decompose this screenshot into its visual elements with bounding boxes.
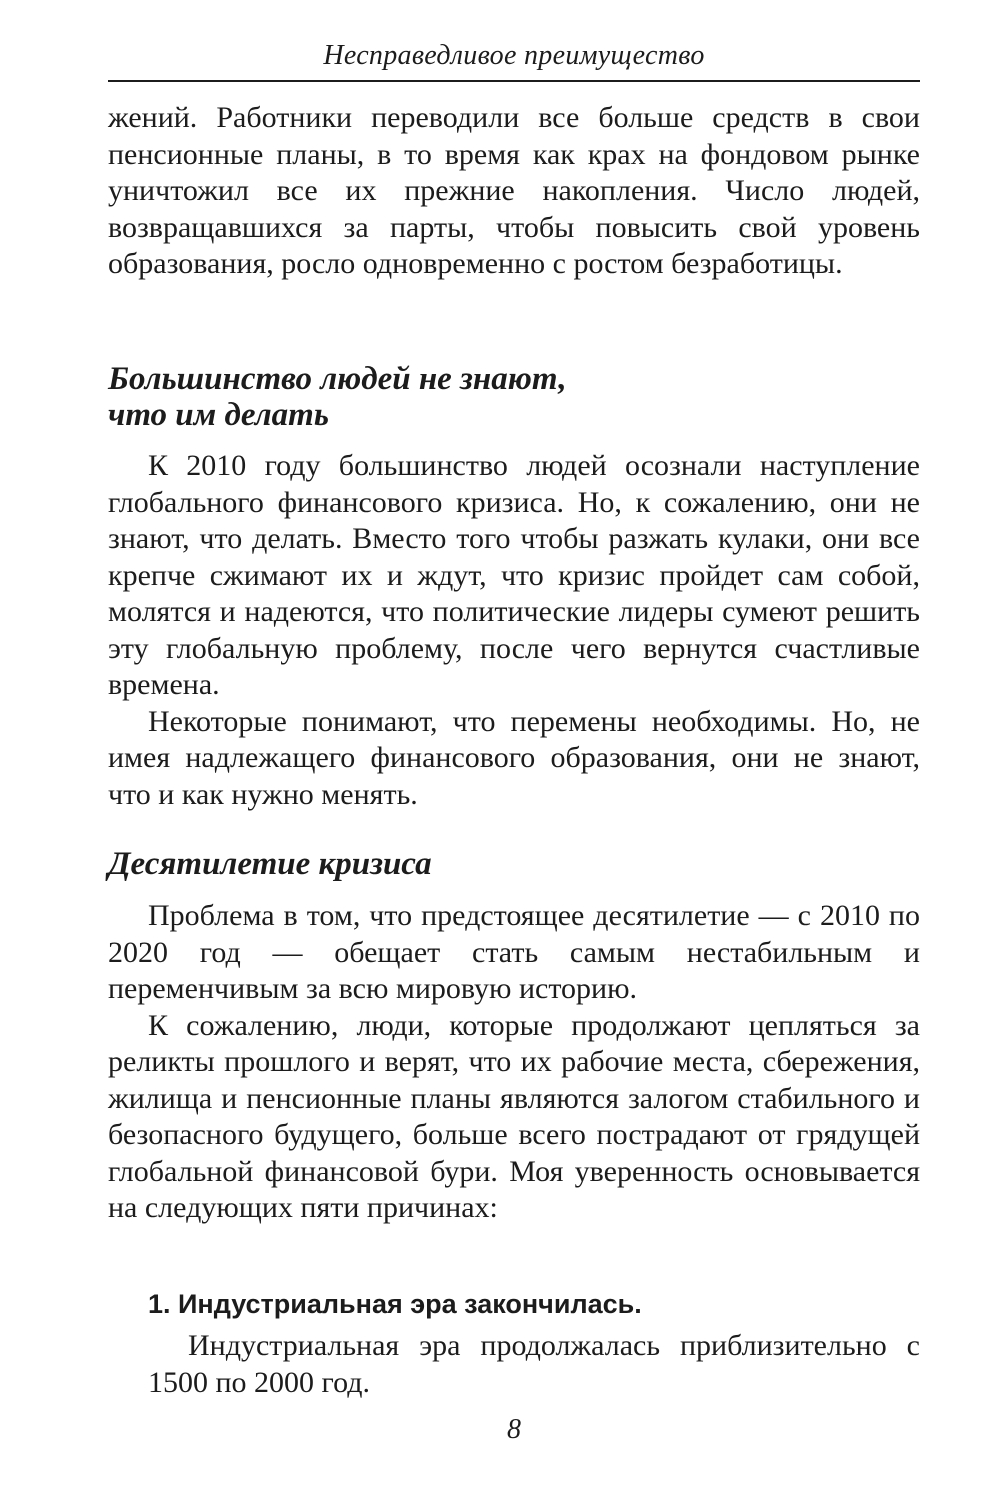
section-heading-2: Десятилетие кризиса	[108, 846, 432, 882]
section-2-paragraph-1: Проблема в том, что предстоящее десятилетие — с 2010 по 2020 год — обещает стать самым нестабильным и переменчивым за всю мировую историю.	[108, 899, 920, 1005]
running-header: Несправедливое преимущество	[323, 40, 705, 71]
section-heading-1	[108, 361, 920, 433]
intro-paragraph: жений. Работники переводили все больше средств в свои пенсионные планы, в то время как крах на фондовом рынке уничтожил все их прежние накопления. Число людей, возвращавшихся за парты, чтобы повысить свой уровень образования, росло одновременно с ростом безработицы.	[108, 101, 920, 280]
section-heading-1-line-2: что им делать	[108, 397, 329, 433]
section-1-paragraph-2: Некоторые понимают, что перемены необходимы. Но, не имея надлежащего финансового образования, они не знают, что и как нужно менять.	[108, 704, 920, 811]
list-item-1-text: Индустриальная эра продолжалась приблизительно с 1500 по 2000 год.	[148, 1329, 920, 1399]
section-heading-1-line-1: Большинство людей не знают,	[108, 361, 567, 397]
page-number: 8	[507, 1414, 521, 1445]
section-2-text	[108, 898, 920, 1227]
list-item-1-title: 1. Индустриальная эра закончилась.	[148, 1289, 642, 1319]
section-2-paragraph-2: К сожалению, люди, которые продолжают цепляться за реликты прошлого и верят, что их рабочие места, сбережения, жилища и пенсионные планы являются залогом стабильного и безопасного будущего, больше всего пострадают от грядущей глобальной финансовой бури. Моя уверенность основывается на следующих пяти причинах:	[108, 1008, 920, 1224]
header-rule	[108, 80, 920, 82]
section-1-text	[108, 448, 920, 813]
intro-text	[108, 100, 920, 283]
section-1-paragraph-1: К 2010 году большинство людей осознали наступление глобального финансового кризиса. Но, к сожалению, они не знают, что делать. Вместо того чтобы разжать кулаки, они все крепче сжимают их и ждут, что кризис пройдет сам собой, молятся и надеются, что политические лидеры сумеют решить эту глобальную проблему, после чего вернутся счастливые времена.	[108, 449, 920, 701]
book-page	[108, 0, 920, 1485]
list-item-1-body	[148, 1328, 920, 1401]
